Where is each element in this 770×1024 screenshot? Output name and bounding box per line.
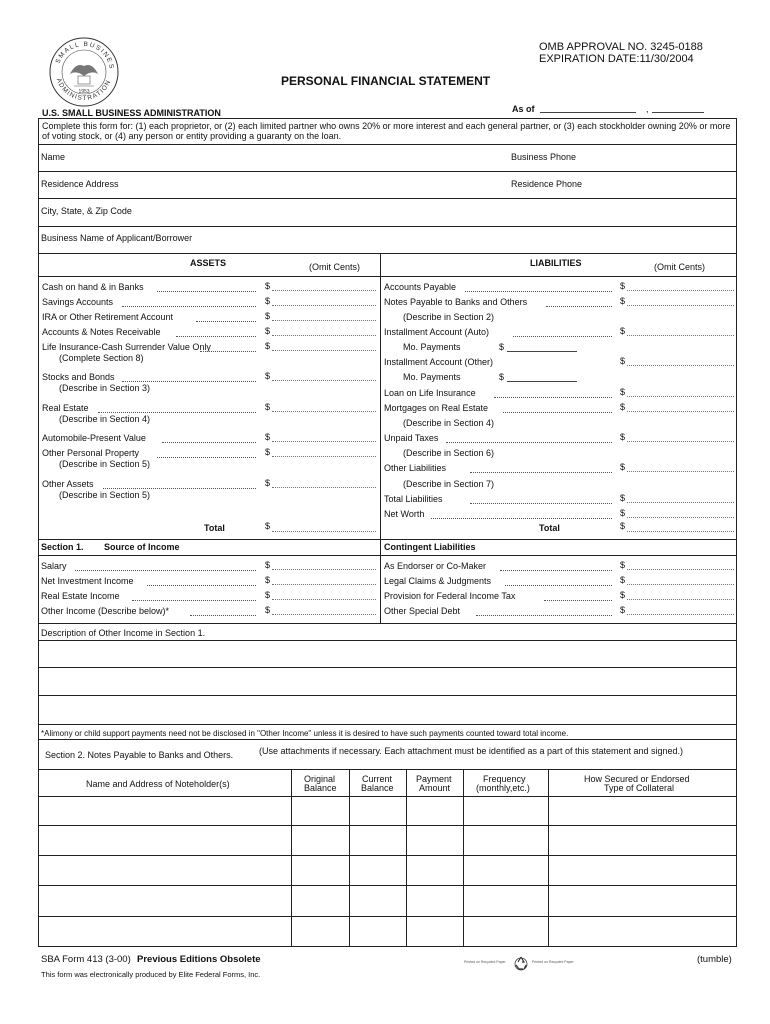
- col-current-1: Current: [362, 774, 393, 784]
- liability-amount-field[interactable]: [627, 365, 734, 366]
- liability-label: Installment Account (Other): [384, 357, 494, 367]
- notes-table-cell[interactable]: [40, 798, 289, 823]
- omb-approval: OMB APPROVAL NO. 3245-0188: [539, 41, 703, 53]
- notes-table-cell[interactable]: [465, 857, 546, 883]
- income-amount-field[interactable]: [272, 599, 376, 600]
- asset-label: Real Estate: [42, 403, 89, 413]
- liabilities-total-label: Total: [539, 523, 560, 533]
- agency-name: U.S. SMALL BUSINESS ADMINISTRATION: [42, 108, 221, 118]
- leader-dots: [465, 291, 612, 292]
- leader-dots: [513, 336, 612, 337]
- liability-label: Mortgages on Real Estate: [384, 403, 489, 413]
- currency-sign: $: [265, 402, 271, 412]
- income-amount-field[interactable]: [272, 569, 376, 570]
- notes-table-cell[interactable]: [293, 798, 347, 823]
- notes-table-cell[interactable]: [40, 887, 289, 914]
- currency-sign: $: [265, 296, 271, 306]
- assets-total-currency: $: [265, 521, 271, 531]
- currency-sign: $: [620, 402, 626, 412]
- col-current-2: Balance: [361, 783, 394, 793]
- leader-dots: [157, 291, 256, 292]
- residence-phone-field[interactable]: [595, 173, 730, 197]
- contingent-label: Legal Claims & Judgments: [384, 576, 492, 586]
- currency-sign: $: [620, 281, 626, 291]
- notes-table-cell[interactable]: [351, 798, 404, 823]
- notes-table-cell[interactable]: [40, 827, 289, 853]
- col-frequency-2: (monthly,etc.): [476, 783, 530, 793]
- leader-dots: [200, 351, 256, 352]
- section2-note: (Use attachments if necessary. Each attachment must be identified as a part of this statement and signed.): [259, 746, 684, 756]
- leader-dots: [162, 442, 256, 443]
- asset-sublabel: (Complete Section 8): [59, 353, 144, 363]
- asset-amount-field[interactable]: [272, 290, 376, 291]
- col-noteholder: Name and Address of Noteholder(s): [86, 779, 230, 789]
- leader-dots: [546, 306, 612, 307]
- notes-table-cell[interactable]: [550, 918, 734, 944]
- section1-title: Section 1.: [41, 542, 84, 552]
- name-field[interactable]: [90, 146, 500, 170]
- currency-sign: $: [620, 326, 626, 336]
- leader-dots: [122, 381, 256, 382]
- asset-sublabel: (Describe in Section 3): [59, 383, 151, 393]
- income-amount-field[interactable]: [272, 584, 376, 585]
- notes-table-cell[interactable]: [408, 827, 461, 853]
- business-phone-field[interactable]: [590, 146, 730, 170]
- seal-year: 1953: [78, 89, 90, 95]
- liability-label: Mo. Payments: [403, 372, 461, 382]
- liabilities-omit-cents: (Omit Cents): [654, 262, 706, 272]
- contingent-label: Other Special Debt: [384, 606, 461, 616]
- asset-sublabel: (Describe in Section 5): [59, 459, 151, 469]
- previous-editions-obsolete: Previous Editions Obsolete: [137, 954, 261, 965]
- liabilities-total-field[interactable]: [627, 531, 734, 532]
- form-title: PERSONAL FINANCIAL STATEMENT: [281, 74, 491, 88]
- asset-label: Automobile-Present Value: [42, 433, 146, 443]
- section1-subtitle: Source of Income: [104, 542, 180, 552]
- col-payment-1: Payment: [416, 774, 452, 784]
- seal-top-text: SMALL BUSINES: [54, 40, 116, 71]
- liability-label: Total Liabilities: [384, 494, 443, 504]
- leader-dots: [494, 397, 612, 398]
- notes-table-cell[interactable]: [351, 827, 404, 853]
- leader-dots: [122, 306, 256, 307]
- currency-sign: $: [265, 605, 271, 615]
- notes-table-cell[interactable]: [408, 798, 461, 823]
- leader-dots: [446, 442, 612, 443]
- contingent-amount-field[interactable]: [627, 599, 734, 600]
- currency-sign: $: [265, 478, 271, 488]
- asset-amount-field[interactable]: [272, 441, 376, 442]
- income-label: Salary: [41, 561, 67, 571]
- form-id: SBA Form 413 (3-00): [41, 954, 131, 965]
- currency-sign: $: [620, 387, 626, 397]
- col-frequency-1: Frequency: [483, 774, 526, 784]
- liability-label: Loan on Life Insurance: [384, 388, 476, 398]
- currency-sign: $: [499, 372, 505, 382]
- asset-label: Savings Accounts: [42, 297, 114, 307]
- asset-label: Stocks and Bonds: [42, 372, 115, 382]
- notes-table-cell[interactable]: [465, 827, 546, 853]
- sba-seal: [48, 36, 120, 108]
- asset-amount-field[interactable]: [272, 350, 376, 351]
- asset-amount-field[interactable]: [272, 320, 376, 321]
- seal-bottom-text: ADMINISTRATION: [54, 77, 113, 103]
- contingent-amount-field[interactable]: [627, 569, 734, 570]
- recycled-left: Printed on Recycled Paper: [464, 960, 506, 964]
- liability-amount-field[interactable]: [627, 396, 734, 397]
- col-secured-2: Type of Collateral: [604, 783, 675, 793]
- liability-amount-field[interactable]: [627, 471, 734, 472]
- notes-table-cell[interactable]: [465, 798, 546, 823]
- notes-table-cell[interactable]: [550, 827, 734, 853]
- currency-sign: $: [265, 447, 271, 457]
- notes-table-cell[interactable]: [550, 887, 734, 914]
- notes-table-cell[interactable]: [40, 857, 289, 883]
- currency-sign: $: [265, 432, 271, 442]
- leader-dots: [147, 585, 256, 586]
- leader-dots: [544, 600, 612, 601]
- leader-dots: [505, 585, 612, 586]
- asset-sublabel: (Describe in Section 5): [59, 490, 151, 500]
- liability-label: (Describe in Section 4): [403, 418, 495, 428]
- currency-sign: $: [265, 590, 271, 600]
- liability-amount-field[interactable]: [627, 335, 734, 336]
- leader-dots: [98, 412, 256, 413]
- alimony-note: *Alimony or child support payments need not be disclosed in "Other Income" unless it is desired to have such payments counted toward total income.: [41, 729, 569, 738]
- asset-amount-field[interactable]: [272, 411, 376, 412]
- currency-sign: $: [265, 560, 271, 570]
- currency-sign: $: [265, 575, 271, 585]
- instructions: Complete this form for: (1) each proprietor, or (2) each limited partner who owns 20% or more interest and each general partner, or (3) each stockholder owning 20% or more of voting stock, or (4) any person or entity providing a guaranty on the loan.: [42, 121, 731, 141]
- asset-sublabel: (Describe in Section 4): [59, 414, 151, 424]
- liability-amount-field[interactable]: [627, 517, 734, 518]
- col-original-1: Original: [304, 774, 336, 784]
- income-label: Real Estate Income: [41, 591, 120, 601]
- currency-sign: $: [620, 432, 626, 442]
- liabilities-header: LIABILITIES: [530, 258, 582, 268]
- liability-label: Unpaid Taxes: [384, 433, 439, 443]
- contingent-amount-field[interactable]: [627, 614, 734, 615]
- liability-label: Installment Account (Auto): [384, 327, 490, 337]
- recycle-icon: [513, 955, 529, 971]
- notes-table-cell[interactable]: [293, 827, 347, 853]
- recycled-right: Printed on Recycled Paper: [532, 960, 574, 964]
- notes-table-cell[interactable]: [351, 887, 404, 914]
- name-label: Name: [41, 152, 66, 162]
- currency-sign: $: [265, 311, 271, 321]
- leader-dots: [470, 472, 612, 473]
- liability-label: Notes Payable to Banks and Others: [384, 297, 528, 307]
- leader-dots: [196, 321, 256, 322]
- contingent-title: Contingent Liabilities: [384, 542, 476, 552]
- notes-table-cell[interactable]: [293, 857, 347, 883]
- notes-table-cell[interactable]: [351, 918, 404, 944]
- contingent-label: Provision for Federal Income Tax: [384, 591, 516, 601]
- city-state-zip-label: City, State, & Zip Code: [41, 206, 132, 216]
- other-income-description-field[interactable]: [40, 642, 735, 724]
- asset-amount-field[interactable]: [272, 380, 376, 381]
- liability-amount-field[interactable]: [627, 290, 734, 291]
- business-name-label: Business Name of Applicant/Borrower: [41, 233, 193, 243]
- liability-label: Net Worth: [384, 509, 425, 519]
- currency-sign: $: [620, 462, 626, 472]
- notes-table-cell[interactable]: [293, 918, 347, 944]
- assets-omit-cents: (Omit Cents): [309, 262, 361, 272]
- currency-sign: $: [265, 326, 271, 336]
- notes-table-cell[interactable]: [465, 918, 546, 944]
- income-label: Net Investment Income: [41, 576, 134, 586]
- income-label: Other Income (Describe below)*: [41, 606, 170, 616]
- notes-table-cell[interactable]: [351, 857, 404, 883]
- currency-sign: $: [499, 342, 505, 352]
- leader-dots: [503, 412, 612, 413]
- leader-dots: [431, 518, 612, 519]
- leader-dots: [476, 615, 612, 616]
- leader-dots: [75, 570, 256, 571]
- notes-table-cell[interactable]: [550, 798, 734, 823]
- col-secured-1: How Secured or Endorsed: [584, 774, 690, 784]
- liability-amount-field[interactable]: [627, 441, 734, 442]
- tumble-note: (tumble): [697, 954, 732, 965]
- notes-table-cell[interactable]: [408, 887, 461, 914]
- asset-amount-field[interactable]: [272, 487, 376, 488]
- notes-table-cell[interactable]: [408, 857, 461, 883]
- liability-label: (Describe in Section 6): [403, 448, 495, 458]
- notes-table-cell[interactable]: [293, 887, 347, 914]
- business-name-field[interactable]: [210, 227, 730, 251]
- liability-label: (Describe in Section 7): [403, 479, 495, 489]
- assets-total-field[interactable]: [272, 531, 376, 532]
- col-payment-2: Amount: [419, 783, 451, 793]
- liability-label: Mo. Payments: [403, 342, 461, 352]
- as-of-date-field[interactable]: [540, 112, 636, 113]
- notes-table-cell[interactable]: [40, 918, 289, 944]
- asset-label: Other Assets: [42, 479, 94, 489]
- city-state-zip-field[interactable]: [145, 200, 730, 224]
- seal-icon: [48, 36, 120, 108]
- notes-table-cell[interactable]: [408, 918, 461, 944]
- asset-label: Cash on hand & in Banks: [42, 282, 144, 292]
- as-of-label: As of: [512, 104, 535, 114]
- leader-dots: [190, 615, 256, 616]
- business-phone-label: Business Phone: [511, 152, 577, 162]
- asset-label: Other Personal Property: [42, 448, 140, 458]
- currency-sign: $: [620, 575, 626, 585]
- liability-label: Accounts Payable: [384, 282, 457, 292]
- liability-amount-field[interactable]: [627, 502, 734, 503]
- contingent-amount-field[interactable]: [627, 584, 734, 585]
- as-of-year-field[interactable]: [652, 112, 704, 113]
- currency-sign: $: [265, 281, 271, 291]
- leader-dots: [470, 503, 612, 504]
- section2-title: Section 2. Notes Payable to Banks and Others.: [45, 750, 234, 760]
- liability-label: (Describe in Section 2): [403, 312, 495, 322]
- currency-sign: $: [265, 371, 271, 381]
- assets-header: ASSETS: [190, 258, 227, 268]
- notes-table-cell[interactable]: [465, 887, 546, 914]
- currency-sign: $: [620, 508, 626, 518]
- produced-by: This form was electronically produced by Elite Federal Forms, Inc.: [41, 970, 261, 979]
- residence-address-label: Residence Address: [41, 179, 119, 189]
- as-of-comma: ,: [646, 104, 649, 114]
- other-income-description-label: Description of Other Income in Section 1.: [41, 628, 206, 638]
- liability-amount-field[interactable]: [627, 305, 734, 306]
- currency-sign: $: [620, 356, 626, 366]
- asset-label: Life Insurance-Cash Surrender Value Only: [42, 342, 211, 352]
- liability-label: Other Liabilities: [384, 463, 447, 473]
- col-original-2: Balance: [304, 783, 337, 793]
- currency-sign: $: [620, 493, 626, 503]
- currency-sign: $: [620, 296, 626, 306]
- monthly-payment-field[interactable]: [507, 351, 577, 352]
- asset-amount-field[interactable]: [272, 335, 376, 336]
- residence-phone-label: Residence Phone: [511, 179, 583, 189]
- leader-dots: [103, 488, 256, 489]
- leader-dots: [132, 600, 256, 601]
- notes-table-cell[interactable]: [550, 857, 734, 883]
- residence-address-field[interactable]: [130, 173, 500, 197]
- asset-label: IRA or Other Retirement Account: [42, 312, 174, 322]
- leader-dots: [157, 457, 256, 458]
- currency-sign: $: [620, 560, 626, 570]
- currency-sign: $: [620, 605, 626, 615]
- currency-sign: $: [265, 341, 271, 351]
- assets-total-label: Total: [204, 523, 225, 533]
- asset-label: Accounts & Notes Receivable: [42, 327, 161, 337]
- leader-dots: [176, 336, 256, 337]
- contingent-label: As Endorser or Co-Maker: [384, 561, 487, 571]
- leader-dots: [500, 570, 612, 571]
- currency-sign: $: [620, 590, 626, 600]
- monthly-payment-field[interactable]: [507, 381, 577, 382]
- expiration-date: EXPIRATION DATE:11/30/2004: [539, 53, 694, 65]
- liability-amount-field[interactable]: [627, 411, 734, 412]
- asset-amount-field[interactable]: [272, 305, 376, 306]
- liabilities-total-currency: $: [620, 521, 626, 531]
- income-amount-field[interactable]: [272, 614, 376, 615]
- asset-amount-field[interactable]: [272, 456, 376, 457]
